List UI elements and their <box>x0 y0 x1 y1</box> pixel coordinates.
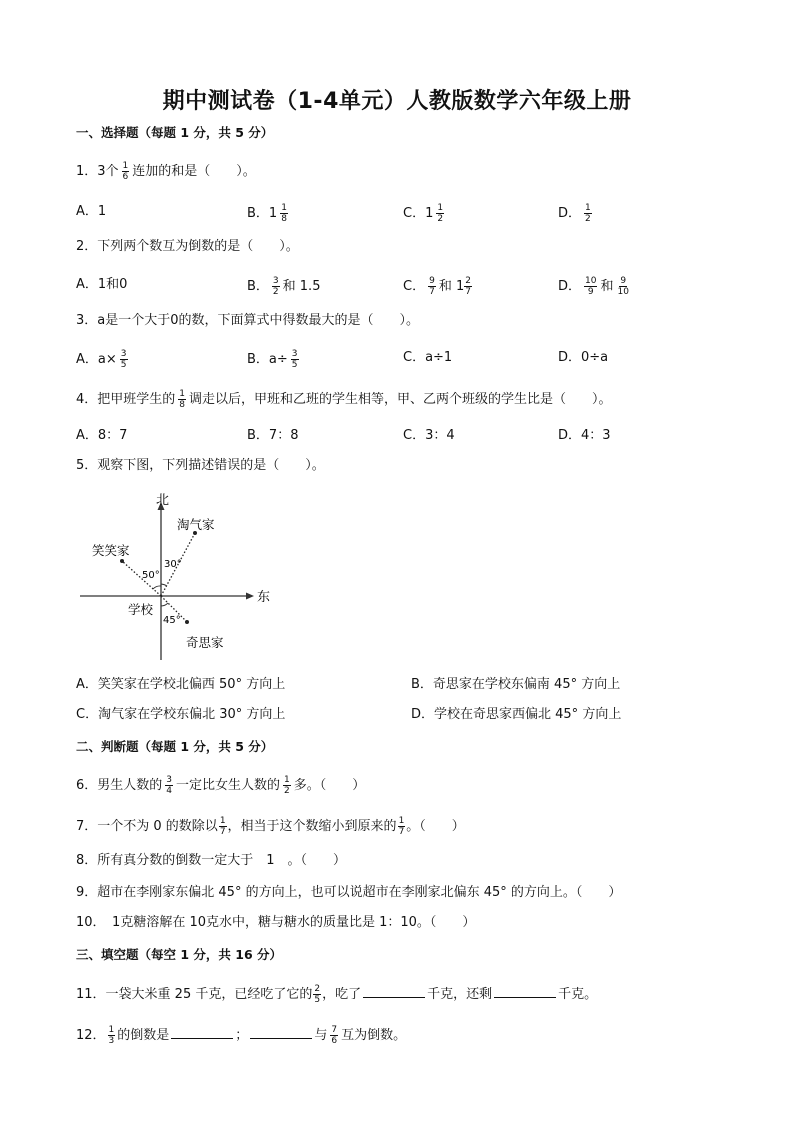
label-school: 学校 <box>128 602 154 617</box>
q5-option-c[interactable]: C．淘气家在学校东偏北 30° 方向上 <box>76 707 286 722</box>
question-9: 9．超市在李刚家东偏北 45° 的方向上，也可以说超市在李刚家北偏东 45° 的方向上。（ ） <box>76 885 622 900</box>
q2-option-d[interactable]: D． $\frac{10}{9}$ 和 $\frac{9}{10}$ <box>558 276 629 297</box>
question-10: 10． 1克糖溶解在 10克水中，糖与糖水的质量比是 1：10。（ ） <box>76 915 476 930</box>
section-heading-judge: 二、判断题（每题 1 分，共 5 分） <box>76 739 274 754</box>
q1-option-a[interactable]: A．1 <box>76 204 107 219</box>
q5-option-d[interactable]: D．学校在奇思家西偏北 45° 方向上 <box>411 707 622 722</box>
angle-arc-45 <box>161 603 168 606</box>
question-8: 8．所有真分数的倒数一定大于 1 。（ ） <box>76 853 347 868</box>
question-12: 12． $\frac{1}{3}$ 的倒数是 ； 与 $\frac{7}{6}$ 互为倒数。 <box>76 1025 407 1046</box>
q3-option-a[interactable]: A．a× $\frac{3}{5}$ <box>76 349 127 370</box>
east-arrow-icon <box>246 593 254 600</box>
q2-option-b[interactable]: B． $\frac{3}{2}$ 和 1.5 <box>247 276 321 297</box>
label-qisi: 奇思家 <box>186 635 224 650</box>
fraction: $\frac{1}{6}$ <box>122 161 129 182</box>
q1-text-pre: 1．3个 <box>76 164 119 179</box>
q3-option-d[interactable]: D．0÷a <box>558 350 609 365</box>
section-heading-fill: 三、填空题（每空 1 分，共 16 分） <box>76 947 283 962</box>
label-angle-30: 30° <box>164 559 182 570</box>
point-qisi <box>185 620 189 624</box>
label-north: 北 <box>156 493 170 508</box>
answer-blank[interactable] <box>494 984 556 998</box>
q1-option-d[interactable]: D． $\frac{1}{2}$ <box>558 203 591 224</box>
angle-arc-50 <box>153 586 161 589</box>
q2-option-a[interactable]: A．1和0 <box>76 277 128 292</box>
question-7: 7．一个不为 0 的数除以 $\frac{1}{7}$ ，相当于这个数缩小到原来的 $\frac{1}{7}$ 。（ ） <box>76 816 465 837</box>
point-xiaoxiao <box>120 559 124 563</box>
label-east: 东 <box>257 590 271 605</box>
label-angle-50: 50° <box>142 570 160 581</box>
angle-arc-30 <box>161 584 167 586</box>
q1-option-b[interactable]: B．1 $\frac{1}{8}$ <box>247 203 287 224</box>
question-11: 11．一袋大米重 25 千克，已经吃了它的 $\frac{2}{5}$ ，吃了 千克，还剩 千克。 <box>76 984 598 1005</box>
question-4: 4．把甲班学生的 $\frac{1}{8}$ 调走以后，甲班和乙班的学生相等，甲、乙两个班级的学生比是（ ）。 <box>76 389 612 410</box>
answer-blank[interactable] <box>250 1025 312 1039</box>
q5-option-b[interactable]: B．奇思家在学校东偏南 45° 方向上 <box>411 677 621 692</box>
q4-option-a[interactable]: A．8：7 <box>76 428 128 443</box>
question-3: 3．a是一个大于0的数，下面算式中得数最大的是（ ）。 <box>76 313 420 328</box>
q2-option-c[interactable]: C． $\frac{9}{7}$ 和 1 $\frac{2}{7}$ <box>403 276 471 297</box>
question-2: 2．下列两个数互为倒数的是（ ）。 <box>76 239 299 254</box>
label-taoqi: 淘气家 <box>177 517 215 532</box>
answer-blank[interactable] <box>171 1025 233 1039</box>
label-xiaoxiao: 笑笑家 <box>92 543 130 558</box>
answer-blank[interactable] <box>363 984 425 998</box>
section-heading-choice: 一、选择题（每题 1 分，共 5 分） <box>76 125 274 140</box>
q4-option-b[interactable]: B．7：8 <box>247 428 299 443</box>
q1-text-post: 连加的和是（ ）。 <box>132 164 256 179</box>
q5-option-a[interactable]: A．笑笑家在学校北偏西 50° 方向上 <box>76 677 286 692</box>
q4-option-c[interactable]: C．3：4 <box>403 428 455 443</box>
q3-option-c[interactable]: C．a÷1 <box>403 350 453 365</box>
label-angle-45: 45° <box>163 615 181 626</box>
q3-option-b[interactable]: B．a÷ $\frac{3}{5}$ <box>247 349 298 370</box>
page-title: 期中测试卷（1-4单元）人教版数学六年级上册 <box>162 89 632 114</box>
direction-diagram <box>76 490 276 660</box>
q4-option-d[interactable]: D．4：3 <box>558 428 611 443</box>
question-1 <box>76 161 256 182</box>
q1-option-c[interactable]: C．1 $\frac{1}{2}$ <box>403 203 444 224</box>
question-6: 6．男生人数的 $\frac{3}{4}$ 一定比女生人数的 $\frac{1}{2}$ 多。（ ） <box>76 775 366 796</box>
question-5: 5．观察下图，下列描述错误的是（ ）。 <box>76 458 325 473</box>
